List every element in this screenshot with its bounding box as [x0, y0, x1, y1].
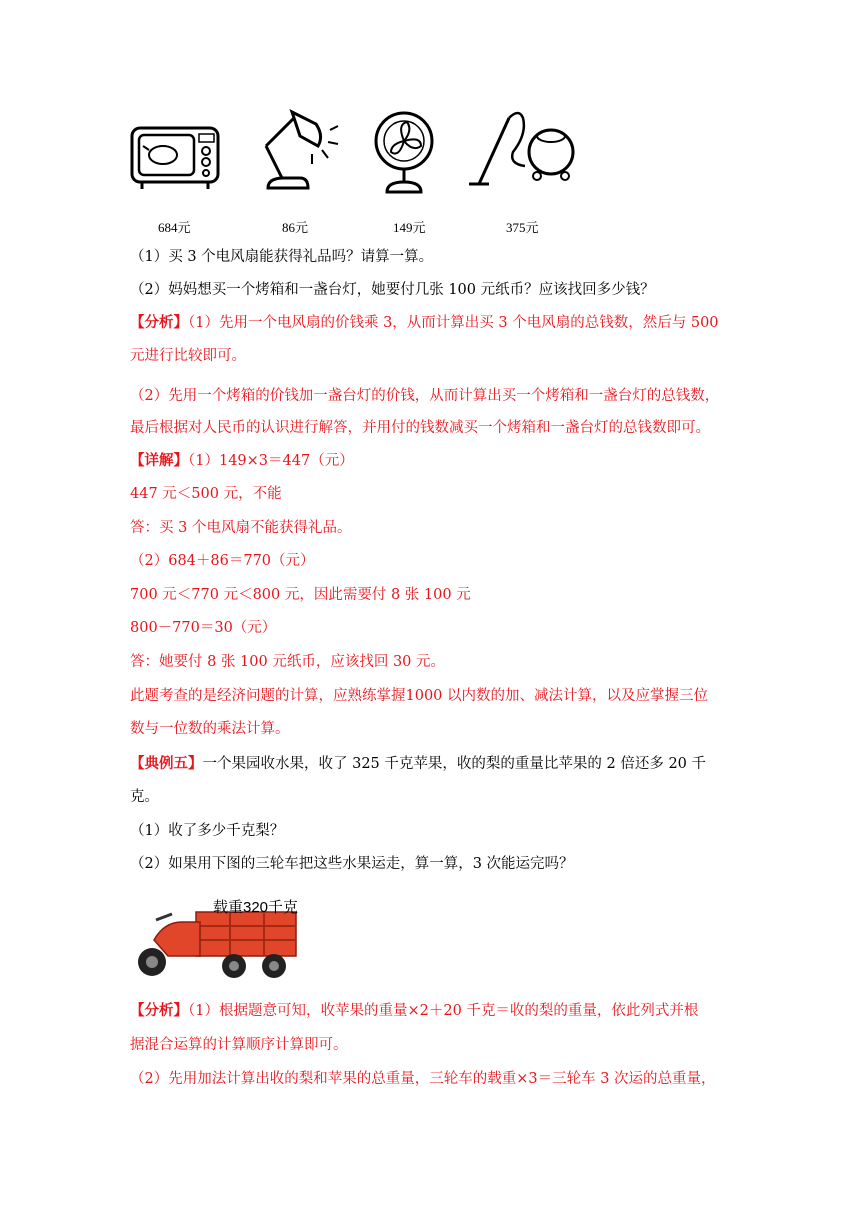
example-5-question-2: （2）如果用下图的三轮车把这些水果运走，算一算，3 次能运完吗？: [130, 856, 574, 872]
detail-line-2: 447 元＜500 元，不能: [130, 486, 282, 502]
analysis-2-line-1: 【分析】（1）根据题意可知，收苹果的重量×2＋20 千克＝收的梨的重量，依此列式并根: [130, 1002, 699, 1019]
detail-line-9: 数与一位数的乘法计算。: [130, 721, 290, 737]
detail-line-8: 此题考查的是经济问题的计算，应熟练掌握1000 以内数的加、减法计算，以及应掌握三位: [130, 688, 709, 704]
example-5-tag: 【典例五】: [130, 755, 203, 772]
detail-line-1: 【详解】（1）149×3＝447（元）: [130, 452, 354, 469]
fan-price: 149元: [393, 220, 426, 235]
analysis-1-line-4: 最后根据对人民币的认识进行解答，并用付的钱数减买一个烤箱和一盏台灯的总钱数即可。: [130, 420, 710, 436]
example-5-line-1: 【典例五】一个果园收水果，收了 325 千克苹果，收的梨的重量比苹果的 2 倍还多 20 千: [130, 755, 707, 772]
vacuum-price: 375元: [506, 220, 539, 235]
analysis-1-line-1: 【分析】（1）先用一个电风扇的价钱乘 3，从而计算出买 3 个电风扇的总钱数，然后与 500: [130, 314, 719, 331]
analysis-2-line-2: 据混合运算的计算顺序计算即可。: [130, 1037, 348, 1053]
oven-icon: [130, 126, 220, 190]
analysis-1-line-2: 元进行比较即可。: [130, 348, 246, 364]
vacuum-cleaner-icon: [465, 104, 575, 190]
question-1: （1）买 3 个电风扇能获得礼品吗？请算一算。: [130, 249, 434, 265]
analysis-1-line-3: （2）先用一个烤箱的价钱加一盏台灯的价钱，从而计算出买一个烤箱和一盏台灯的总钱数，: [130, 388, 720, 404]
desk-lamp-icon: [256, 106, 346, 192]
detail-line-5: 700 元＜770 元＜800 元，因此需要付 8 张 100 元: [130, 587, 471, 603]
analysis-2-line-3: （2）先用加法计算出收的梨和苹果的总重量，三轮车的载重×3＝三轮车 3 次运的总重量，: [130, 1071, 716, 1087]
example-5-question-1: （1）收了多少千克梨？: [130, 823, 285, 839]
analysis-tag: 【分析】: [130, 314, 188, 331]
question-2: （2）妈妈想买一个烤箱和一盏台灯，她要付几张 100 元纸币？应该找回多少钱？: [130, 282, 655, 298]
example-5-line-2: 克。: [130, 789, 159, 805]
electric-fan-icon: [373, 110, 435, 194]
detail-line-4: （2）684＋86＝770（元）: [130, 553, 315, 569]
detail-line-6: 800－770＝30（元）: [130, 620, 277, 636]
truck-capacity-caption: 载重320千克: [213, 899, 299, 916]
analysis-2-tag: 【分析】: [130, 1002, 188, 1019]
detail-line-7: 答：她要付 8 张 100 元纸币，应该找回 30 元。: [130, 654, 446, 670]
detail-line-3: 答：买 3 个电风扇不能获得礼品。: [130, 520, 352, 536]
lamp-price: 86元: [282, 220, 309, 235]
detail-tag: 【详解】: [130, 452, 188, 469]
oven-price: 684元: [158, 220, 191, 235]
